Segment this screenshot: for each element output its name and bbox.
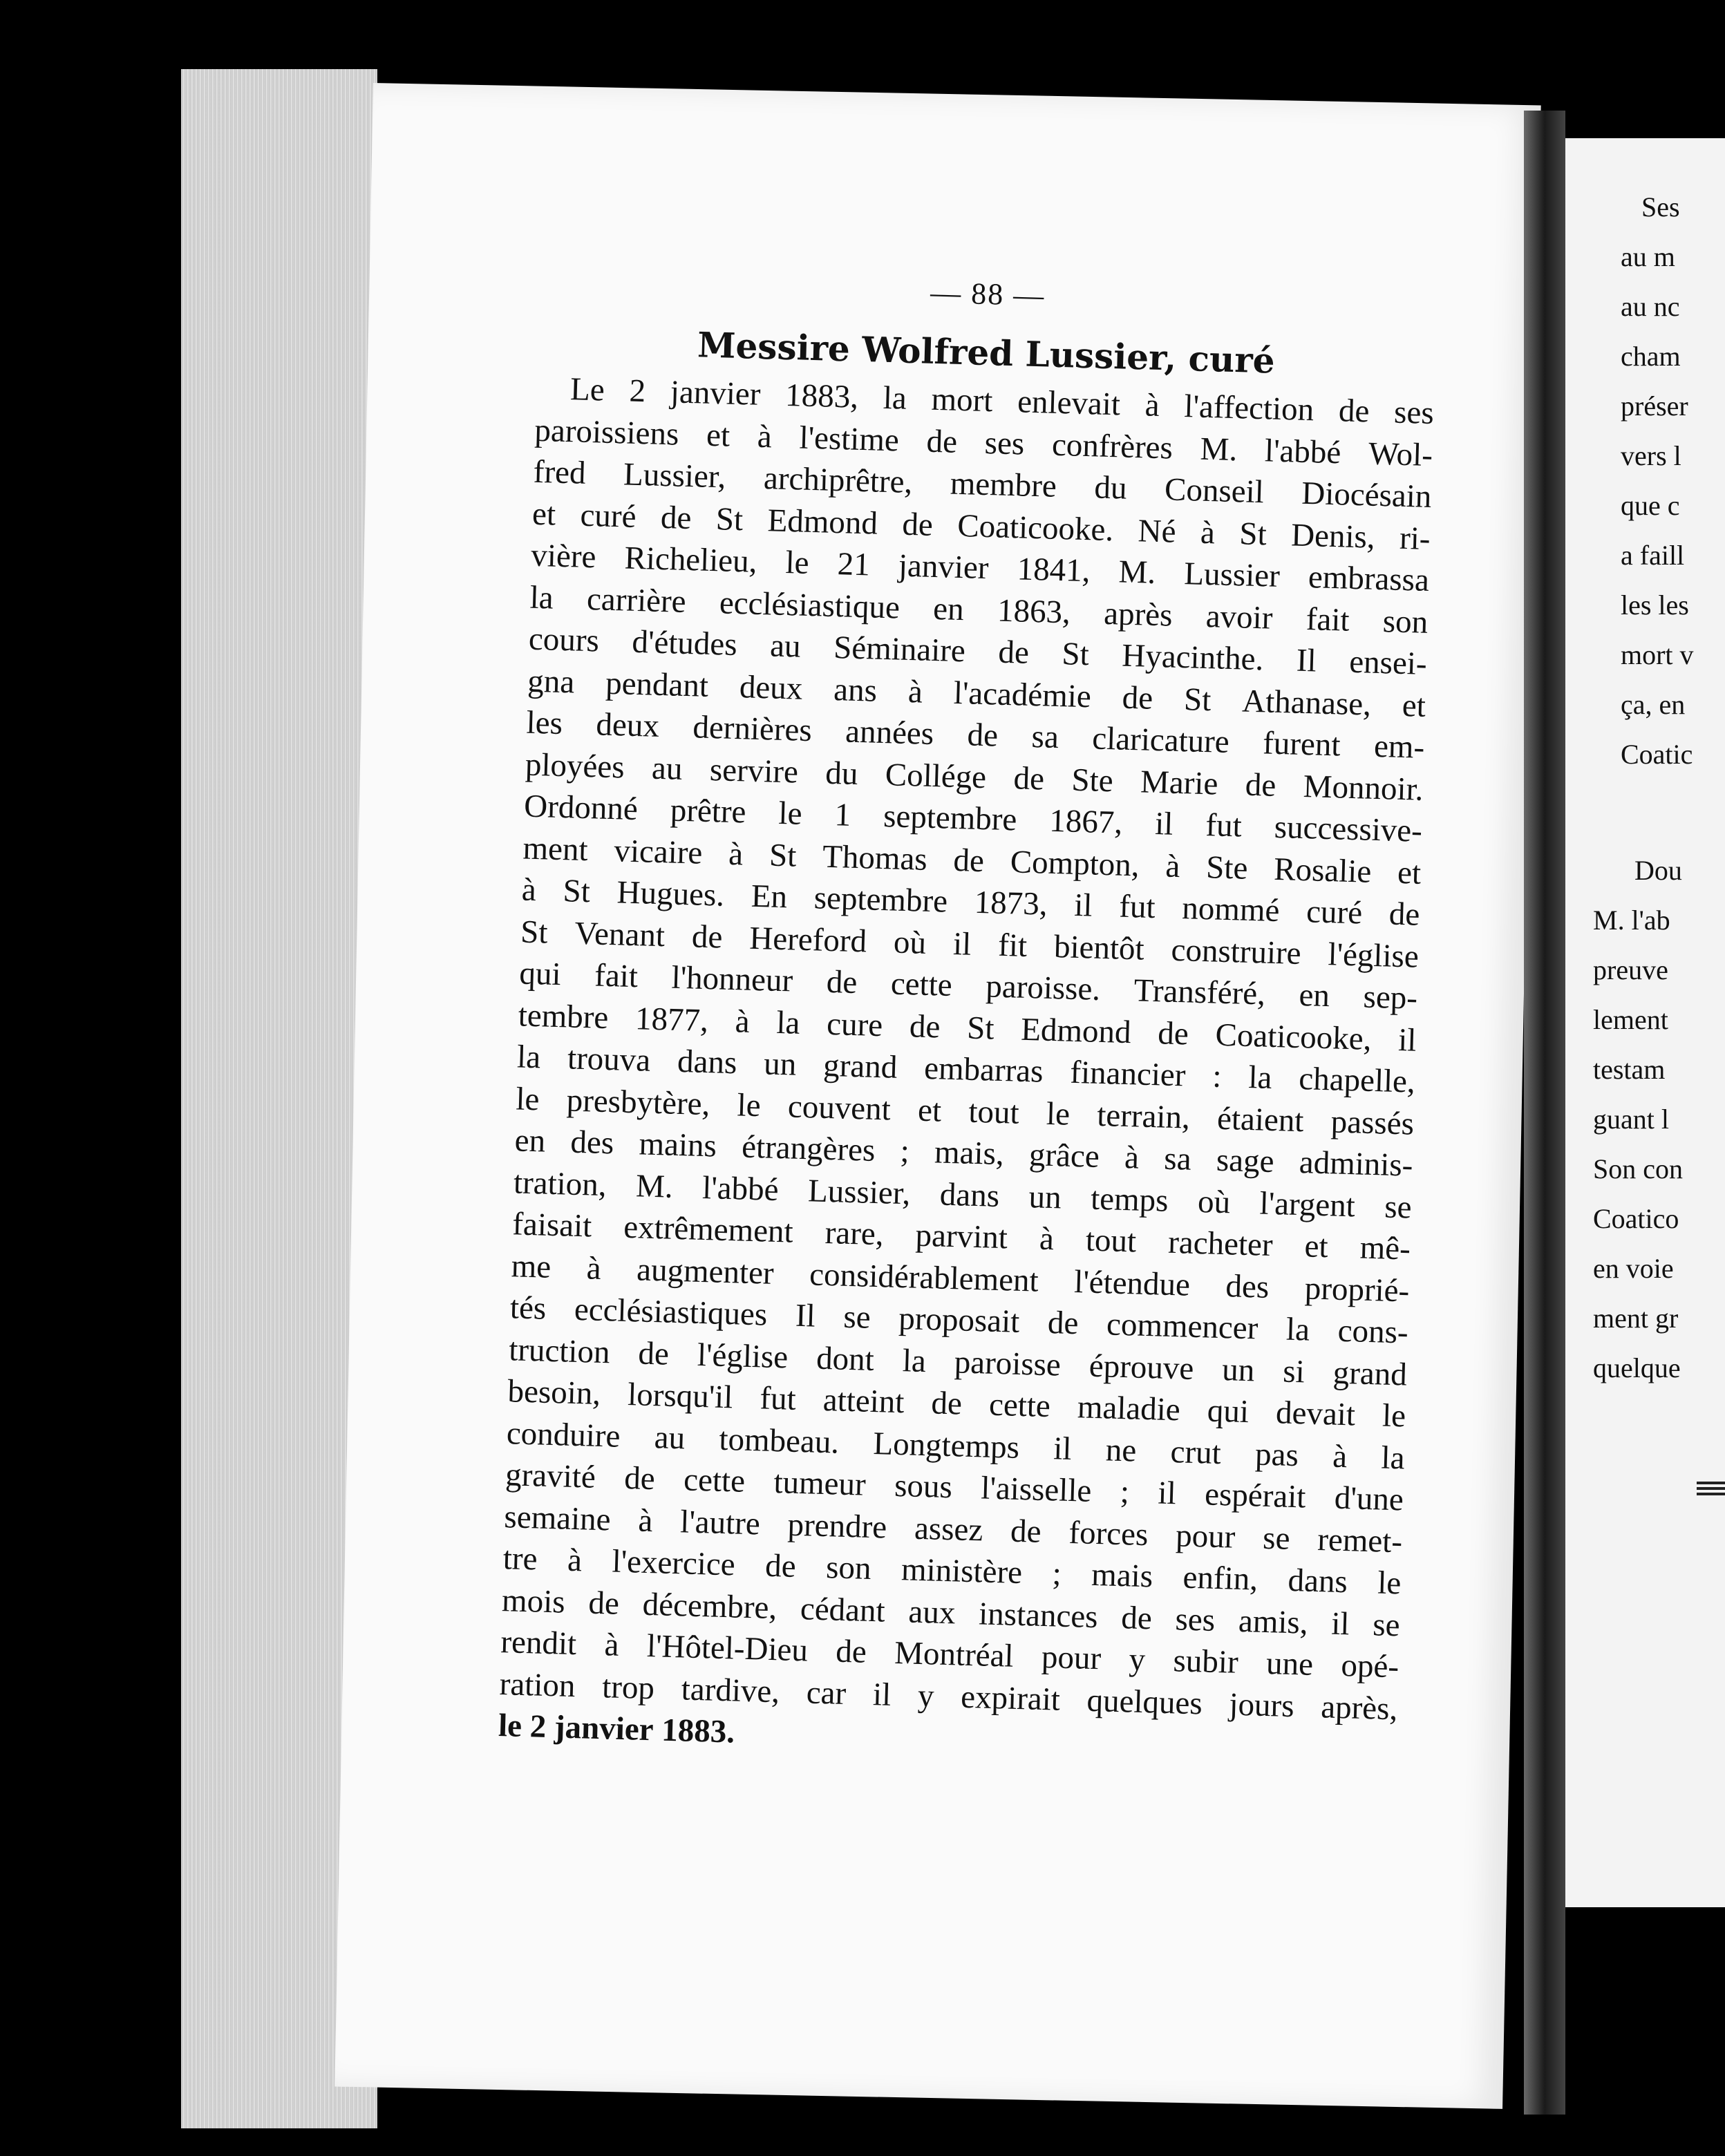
facing-page-line: Ses [1641, 191, 1680, 223]
facing-page-line: en voie [1593, 1253, 1674, 1284]
text-line: gna pendant deux ans à l'académie de St Athanase, et [527, 663, 1426, 724]
facing-page-line: lement [1593, 1004, 1668, 1035]
facing-page-line: guant l [1593, 1104, 1669, 1135]
facing-page-line: les les [1621, 589, 1689, 621]
text-line: le 2 janvier 1883. [498, 1708, 735, 1750]
text-line: Ordonné prêtre le 1 septembre 1867, il fut successive- [523, 788, 1423, 849]
text-line: le presbytère, le couvent et tout le terrain, étaient passés [515, 1080, 1415, 1142]
facing-page-line: M. l'ab [1593, 905, 1670, 936]
page-number: — 88 — [930, 275, 1046, 313]
text-line: la trouva dans un grand embarras financier : la chapelle, [516, 1039, 1416, 1100]
text-line: ration trop tardive, car il y expirait quelques jours après, [499, 1665, 1398, 1727]
text-line: en des mains étrangères ; mais, grâce à sa sage adminis- [514, 1122, 1414, 1184]
text-line: paroissiens et à l'estime de ses confrères M. l'abbé Wol- [534, 412, 1433, 473]
text-line: et curé de St Edmond de Coaticooke. Né à St Denis, ri- [531, 495, 1431, 557]
text-line: tre à l'exercice de son ministère ; mais enfin, dans le [502, 1540, 1402, 1602]
facing-page-line: Dou [1634, 855, 1682, 886]
facing-page-line: que c [1621, 490, 1680, 521]
text-line: tés ecclésiastiques Il se proposait de commencer la cons- [509, 1289, 1409, 1351]
text-line: besoin, lorsqu'il fut atteint de cette maladie qui devait le [507, 1373, 1406, 1435]
text-line: qui fait l'honneur de cette paroisse. Transféré, en sep- [518, 955, 1418, 1016]
text-line: à St Hugues. En septembre 1873, il fut nommé curé de [521, 871, 1421, 933]
facing-page-line: vers l [1621, 440, 1681, 471]
facing-page-line: mort v [1621, 639, 1694, 670]
book-gutter [1524, 111, 1565, 2115]
text-line: gravité de cette tumeur sous l'aisselle ; il espérait d'une [505, 1457, 1404, 1518]
text-line: me à augmenter considérablement l'étendue des proprié- [511, 1247, 1410, 1309]
text-line: cours d'études au Séminaire de St Hyacinthe. Il ensei- [528, 621, 1428, 682]
text-line: vière Richelieu, le 21 janvier 1841, M. Lussier embrassa [530, 537, 1430, 598]
article-title: Messire Wolfred Lussier, curé [697, 324, 1276, 381]
text-line: ployées au servire du Collége de Ste Marie de Monnoir. [525, 746, 1424, 808]
facing-page-line: au m [1621, 241, 1675, 272]
facing-page-line: cham [1621, 341, 1681, 372]
text-block [498, 264, 1437, 1772]
text-line: les deux dernières années de sa claricature furent em- [525, 704, 1425, 766]
facing-page-line: ment gr [1593, 1303, 1679, 1334]
facing-page-line: preuve [1593, 954, 1668, 985]
facing-page [1565, 138, 1725, 1907]
text-line: St Venant de Hereford où il fit bientôt construire l'église [520, 913, 1420, 975]
ornament-rule [1697, 1479, 1725, 1495]
text-line: semaine à l'autre prendre assez de forces pour se remet- [503, 1498, 1403, 1560]
text-line: tembre 1877, à la cure de St Edmond de Coaticooke, il [518, 996, 1417, 1059]
text-line: truction de l'église dont la paroisse éprouve un si grand [508, 1331, 1408, 1393]
facing-page-line: Coatico [1593, 1203, 1679, 1234]
text-line: conduire au tombeau. Longtemps il ne crut pas à la [506, 1415, 1406, 1476]
facing-page-line: quelque [1593, 1352, 1681, 1383]
text-line: Le 2 janvier 1883, la mort enlevait à l'affection de ses [569, 371, 1435, 432]
text-line: ment vicaire à St Thomas de Compton, à Ste Rosalie et [522, 830, 1422, 891]
facing-page-line: au nc [1621, 291, 1680, 322]
text-line: rendit à l'Hôtel-Dieu de Montréal pour y subir une opé- [500, 1624, 1399, 1685]
article-body [498, 368, 1434, 1772]
text-line: faisait extrêmement rare, parvint à tout racheter et mê- [511, 1206, 1411, 1267]
facing-page-line: préser [1621, 390, 1688, 422]
facing-page-line: Coatic [1621, 739, 1693, 770]
facing-page-line: ça, en [1621, 689, 1686, 720]
text-line: tration, M. l'abbé Lussier, dans un temps où l'argent se [513, 1164, 1413, 1226]
text-line: fred Lussier, archiprêtre, membre du Conseil Diocésain [533, 453, 1433, 516]
facing-page-line: a faill [1621, 540, 1685, 571]
facing-page-line: Son con [1593, 1153, 1683, 1184]
text-line: la carrière ecclésiastique en 1863, après avoir fait son [529, 579, 1429, 641]
text-line: mois de décembre, cédant aux instances de ses amis, il se [501, 1582, 1401, 1643]
facing-page-line: testam [1593, 1054, 1666, 1085]
